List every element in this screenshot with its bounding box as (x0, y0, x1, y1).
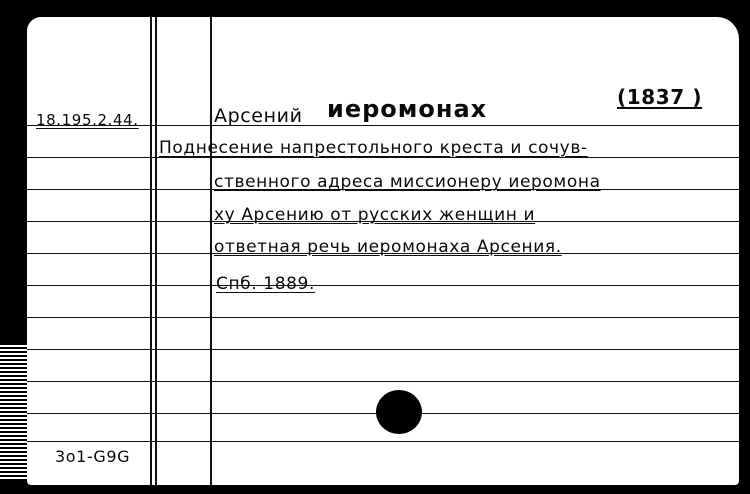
inventory-number: 3о1-G9G (55, 447, 131, 466)
indent-line (210, 17, 212, 485)
ruled-line (27, 441, 739, 442)
catalog-card (27, 17, 739, 485)
ruled-line (27, 381, 739, 382)
title-line-4: ответная речь иеромонаха Арсения. (214, 237, 562, 257)
ruled-line (27, 317, 739, 318)
shelfmark: 18.195.2.44. (36, 111, 139, 129)
punch-hole (376, 390, 422, 434)
left-margin-line-outer (150, 17, 152, 485)
ruled-line (27, 285, 739, 286)
author-name: Арсений (214, 105, 303, 127)
ruled-line (27, 349, 739, 350)
left-margin-line-inner (155, 17, 157, 485)
imprint: Спб. 1889. (216, 274, 315, 294)
author-rank: иеромонах (327, 95, 488, 123)
scanner-edge (0, 345, 27, 480)
author-years: (1837 ) (617, 85, 703, 109)
title-line-3: ху Арсению от русских женщин и (214, 205, 536, 225)
title-line-1: Поднесение напрестольного креста и сочув- (159, 138, 588, 158)
title-line-2: ственного адреса миссионеру иеромона (214, 172, 601, 192)
